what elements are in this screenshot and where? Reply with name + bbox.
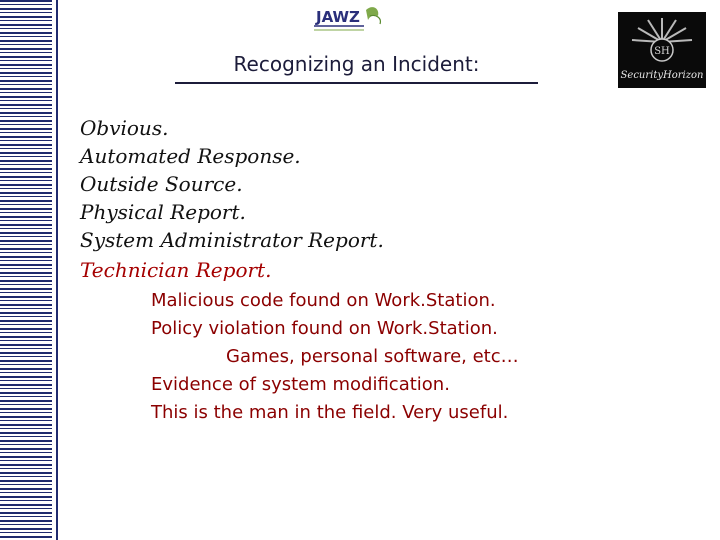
sub-item: Malicious code found on Work.Station. xyxy=(151,290,496,311)
list-item: Physical Report. xyxy=(80,200,246,224)
list-item: Automated Response. xyxy=(80,144,301,168)
striped-border xyxy=(0,0,52,540)
list-item-technician: Technician Report. xyxy=(80,258,272,282)
jawz-logo xyxy=(308,2,388,36)
jawz-logo-text: JAWZ xyxy=(316,8,360,26)
sub-item: Policy violation found on Work.Station. xyxy=(151,318,498,339)
sub-item-nested: Games, personal software, etc… xyxy=(226,346,519,367)
page-title: Recognizing an Incident: xyxy=(233,52,480,76)
sub-item: Evidence of system modification. xyxy=(151,374,450,395)
list-item: Outside Source. xyxy=(80,172,243,196)
sh-monogram: SH xyxy=(654,46,670,57)
list-item: Obvious. xyxy=(80,116,169,140)
title-underline xyxy=(175,82,538,84)
security-horizon-logo xyxy=(618,12,706,88)
sub-item: This is the man in the field. Very useful. xyxy=(151,402,509,423)
sh-name: SecurityHorizon xyxy=(620,70,704,81)
list-item: System Administrator Report. xyxy=(80,228,384,252)
